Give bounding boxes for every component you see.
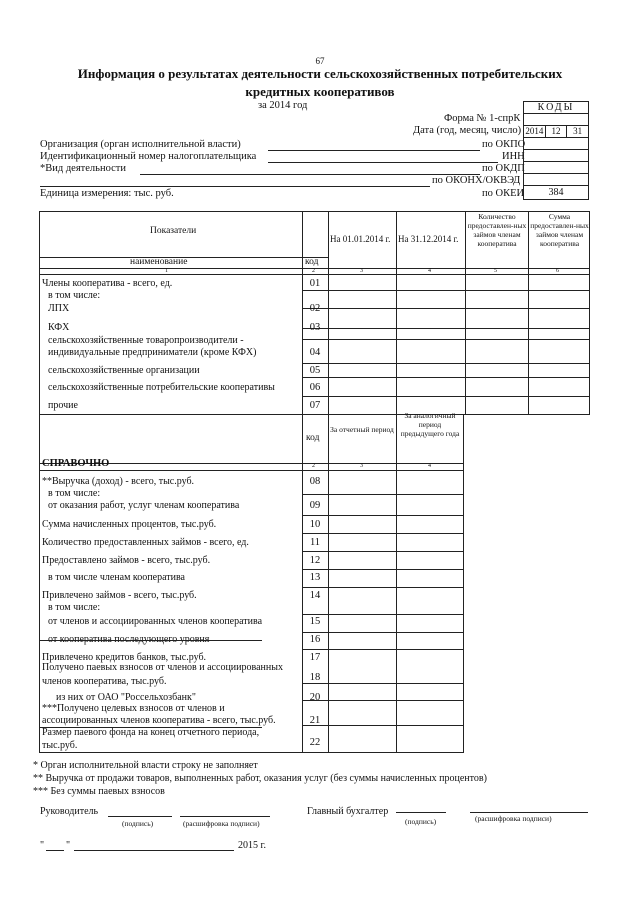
date-quote-open: " <box>40 840 45 851</box>
ref-row-label: в том числе: <box>48 488 101 499</box>
form-number-label: Форма № 1-спрК <box>444 113 521 124</box>
ref-row-code: 09 <box>309 500 321 511</box>
head-signature-line[interactable] <box>108 816 172 817</box>
ref-col-num-4: 4 <box>428 463 431 469</box>
ref-row-label: Предоставлено займов - всего, тыс.руб. <box>42 555 211 566</box>
footnote-1: * Орган исполнительной власти строку не заполняет <box>33 760 258 771</box>
ref-row-code: 18 <box>309 672 321 683</box>
main-row-label: индивидуальные предприниматели (кроме КФХ) <box>48 347 257 358</box>
ref-row-label: Количество предоставленных займов - всего, ед. <box>42 537 249 548</box>
divider <box>39 640 262 641</box>
ref-row-label: **Выручка (доход) - всего, тыс.руб. <box>42 476 195 487</box>
date-day[interactable]: 31 <box>573 126 583 136</box>
ref-row-code: 11 <box>309 537 321 548</box>
ref-row-code: 21 <box>309 715 321 726</box>
ref-row-code: 12 <box>309 555 321 566</box>
okpo-cell[interactable] <box>524 138 588 150</box>
report-period: за 2014 год <box>258 100 308 111</box>
head-label: Руководитель <box>40 806 99 817</box>
form-code-cell[interactable] <box>524 114 588 126</box>
date-year[interactable]: 2014 <box>524 126 546 137</box>
okpo-label: по ОКПО <box>482 139 526 150</box>
codes-box <box>523 101 589 200</box>
head-decode-caption: (расшифровка подписи) <box>183 819 260 828</box>
head-sign-caption: (подпись) <box>122 819 154 828</box>
ref-row-code: 10 <box>309 519 321 530</box>
main-row-code: 02 <box>309 303 321 314</box>
main-row-code: 06 <box>309 382 321 393</box>
reference-heading: СПРАВОЧНО <box>42 458 110 469</box>
col-sum: Сумма предоставлен-ных займов членам кооператива <box>530 212 589 248</box>
ref-col-prev: За аналогичный период предыдущего года <box>400 411 460 438</box>
ref-row-label: в том числе членам кооператива <box>48 572 185 583</box>
activity-label: *Вид деятельности <box>40 163 126 174</box>
main-row-label: прочие <box>48 400 78 411</box>
ref-row-code: 22 <box>309 737 321 748</box>
ref-row-label: Привлечено займов - всего, тыс.руб. <box>42 590 197 601</box>
date-cells <box>524 126 588 138</box>
ref-row-label: из них от ОАО "Россельхозбанк" <box>56 692 196 703</box>
ref-row-code: 13 <box>309 572 321 583</box>
inn-field-line[interactable] <box>268 162 498 163</box>
footnote-2: ** Выручка от продажи товаров, выполненных работ, оказания услуг (без суммы начисленных процентов) <box>33 773 487 784</box>
col-num-6: 6 <box>556 268 559 274</box>
ref-row-code: 16 <box>309 634 321 645</box>
col-num-4: 4 <box>428 268 431 274</box>
chief-decode-caption: (расшифровка подписи) <box>475 814 552 823</box>
okei-label: по ОКЕИ <box>482 188 525 199</box>
ref-row-label: тыс.руб. <box>42 740 78 751</box>
main-row-label: сельскохозяйственные потребительские кооперативы <box>48 382 275 393</box>
main-row-code: 01 <box>309 278 321 289</box>
inn-code-label: ИНН <box>502 151 525 162</box>
org-label: Организация (орган исполнительной власти) <box>40 139 241 150</box>
main-row-label: Члены кооператива - всего, ед. <box>42 278 173 289</box>
okdp-cell[interactable] <box>524 162 588 174</box>
reference-table <box>39 411 464 753</box>
col-num-5: 5 <box>494 268 497 274</box>
chief-sign-caption: (подпись) <box>405 817 437 826</box>
ref-row-code: 17 <box>309 652 321 663</box>
ref-col-num-2: 2 <box>312 463 315 469</box>
col-count: Количество предоставлен-ных займов членам кооператива <box>467 212 527 248</box>
main-row-label: сельскохозяйственные товаропроизводители - <box>48 335 244 346</box>
date-quote-close: " <box>66 840 71 851</box>
unit-label: Единица измерения: тыс. руб. <box>40 188 174 199</box>
ref-col-num-3: 3 <box>360 463 363 469</box>
main-row-label: ЛПХ <box>48 303 70 314</box>
main-table <box>39 211 590 415</box>
ref-row-label: от членов и ассоциированных членов кооператива <box>48 616 263 627</box>
col-num-3: 3 <box>360 268 363 274</box>
activity-field-line-2[interactable] <box>40 186 430 187</box>
main-row-code: 05 <box>309 365 321 376</box>
ref-row-code: 08 <box>309 476 321 487</box>
col-num-1: 1 <box>165 268 168 274</box>
ref-row-label: Получено паевых взносов от членов и ассоциированных <box>42 662 283 673</box>
ref-row-label: Размер паевого фонда на конец отчетного периода, <box>42 727 260 738</box>
main-row-code: 03 <box>309 322 321 333</box>
col-num-2: 2 <box>312 268 315 274</box>
inn-cell[interactable] <box>524 150 588 162</box>
ref-row-code: 15 <box>309 616 321 627</box>
org-field-line[interactable] <box>268 150 480 151</box>
col-start: На 01.01.2014 г. <box>330 234 391 244</box>
date-day-line[interactable] <box>46 850 64 851</box>
ref-row-label: от кооператива последующего уровня <box>48 634 210 645</box>
codes-header: КОДЫ <box>524 102 588 114</box>
date-label: Дата (год, месяц, число) <box>413 125 522 136</box>
ref-row-label: ассоциированных членов кооператива - всего, тыс.руб. <box>42 715 276 726</box>
ref-row-label: в том числе: <box>48 602 101 613</box>
main-row-code: 07 <box>309 400 321 411</box>
okonx-cell[interactable] <box>524 174 588 186</box>
ref-row-label: Сумма начисленных процентов, тыс.руб. <box>42 519 217 530</box>
col-end: На 31.12.2014 г. <box>398 234 459 244</box>
footnote-3: *** Без суммы паевых взносов <box>33 786 165 797</box>
signature-year: 2015 г. <box>238 840 266 851</box>
divider <box>39 727 262 728</box>
ref-row-code: 20 <box>309 692 321 703</box>
main-row-label: КФХ <box>48 322 70 333</box>
form-title-line1: Информация о результатах деятельности сельскохозяйственных потребительских <box>77 66 563 81</box>
date-month[interactable]: 12 <box>546 126 568 137</box>
main-row-code: 04 <box>309 347 321 358</box>
main-row-label: сельскохозяйственные организации <box>48 365 200 376</box>
col-name: наименование <box>130 257 188 267</box>
ref-row-label: Привлечено кредитов банков, тыс.руб. <box>42 652 207 663</box>
col-indicators: Показатели <box>150 226 197 236</box>
ref-row-code: 14 <box>309 590 321 601</box>
chief-decode-line[interactable] <box>470 812 588 813</box>
chief-accountant-label: Главный бухгалтер <box>307 806 389 817</box>
ref-col-report: За отчетный период <box>330 425 394 434</box>
form-title-line2: кредитных кооперативов <box>245 84 395 99</box>
okei-cell[interactable]: 384 <box>548 187 564 198</box>
ref-row-label: от оказания работ, услуг членам кооператива <box>48 500 240 511</box>
inn-label: Идентификационный номер налогоплательщика <box>40 151 257 162</box>
chief-signature-line[interactable] <box>396 812 446 813</box>
activity-field-line[interactable] <box>140 174 480 175</box>
date-month-line[interactable] <box>74 850 234 851</box>
ref-row-label: членов кооператива, тыс.руб. <box>42 676 167 687</box>
okdp-label: по ОКДП <box>482 163 525 174</box>
head-decode-line[interactable] <box>180 816 270 817</box>
ref-col-code: код <box>306 433 320 443</box>
ref-row-label: ***Получено целевых взносов от членов и <box>42 703 225 714</box>
main-row-label: в том числе: <box>48 290 101 301</box>
page-number: 67 <box>315 56 325 66</box>
okonx-label: по ОКОНХ/ОКВЭД <box>432 175 521 186</box>
col-code: код <box>305 257 319 267</box>
